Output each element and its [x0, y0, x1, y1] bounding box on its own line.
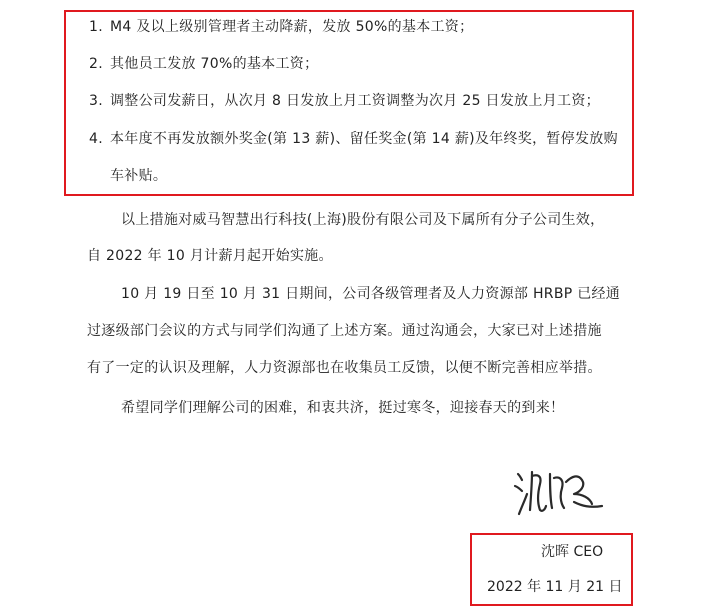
- policy-item-3: [89, 91, 600, 111]
- policy-item-2: [89, 54, 318, 74]
- signature-date: 2022 年 11 月 21 日: [487, 579, 623, 595]
- policy-item-text: M4 及以上级别管理者主动降薪，发放 50%的基本工资；: [110, 19, 474, 35]
- policy-item-text: 调整公司发薪日，从次月 8 日发放上月工资调整为次月 25 日发放上月工资；: [110, 93, 600, 109]
- policy-item-number: 1.: [89, 19, 103, 35]
- policy-item-4-continuation: 车补贴。: [110, 168, 168, 184]
- policy-item-1: [89, 17, 473, 37]
- paragraph-2-line-1: 10 月 19 日至 10 月 31 日期间，公司各级管理者及人力资源部 HRBP 已经通: [121, 286, 621, 302]
- paragraph-3-line-1: 希望同学们理解公司的困难，和衷共济，挺过寒冬，迎接春天的到来！: [121, 400, 565, 416]
- paragraph-1-line-2: 自 2022 年 10 月计薪月起开始实施。: [87, 248, 333, 264]
- signatory-name: 沈晖 CEO: [541, 544, 604, 560]
- policy-item-number: 4.: [89, 131, 103, 147]
- policy-item-text: 本年度不再发放额外奖金(第 13 薪)、留任奖金(第 14 薪)及年终奖，暂停发放购: [110, 131, 618, 147]
- handwritten-signature: [510, 462, 610, 522]
- paragraph-1-line-1: 以上措施对威马智慧出行科技(上海)股份有限公司及下属所有分子公司生效，: [121, 212, 605, 228]
- policy-item-text: 其他员工发放 70%的基本工资；: [110, 56, 319, 72]
- paragraph-2-line-2: 过逐级部门会议的方式与同学们沟通了上述方案。通过沟通会，大家已对上述措施: [87, 323, 602, 339]
- policy-item-number: 3.: [89, 93, 103, 109]
- paragraph-2-line-3: 有了一定的认识及理解，人力资源部也在收集员工反馈，以便不断完善相应举措。: [87, 360, 602, 376]
- policy-item-4: [89, 129, 618, 149]
- policy-item-number: 2.: [89, 56, 103, 72]
